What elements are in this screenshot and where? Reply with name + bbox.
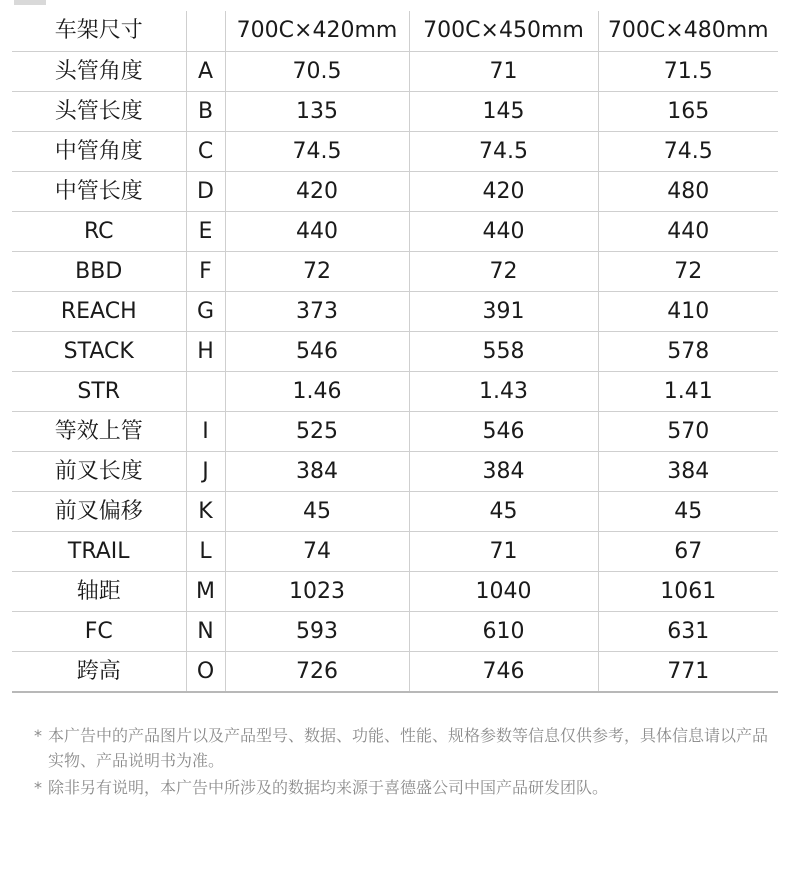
table-row <box>12 212 778 252</box>
parameter-name-cell: STR <box>12 372 186 412</box>
size-420-cell: 74.5 <box>225 132 409 172</box>
parameter-name-cell: RC <box>12 212 186 252</box>
size-480-cell: 165 <box>598 92 778 132</box>
size-480-cell: 570 <box>598 412 778 452</box>
size-450-cell: 145 <box>409 92 598 132</box>
size-450-cell: 71 <box>409 532 598 572</box>
parameter-name-cell: STACK <box>12 332 186 372</box>
parameter-name-cell: 前叉长度 <box>12 452 186 492</box>
size-480-cell: 384 <box>598 452 778 492</box>
size-450-cell: 700C×450mm <box>409 11 598 52</box>
dimension-letter-cell <box>186 11 225 52</box>
table-row <box>12 652 778 693</box>
size-420-cell: 45 <box>225 492 409 532</box>
parameter-name-cell: 跨高 <box>12 652 186 693</box>
size-450-cell: 384 <box>409 452 598 492</box>
size-450-cell: 1.43 <box>409 372 598 412</box>
table-row <box>12 52 778 92</box>
dimension-letter-cell: B <box>186 92 225 132</box>
table-row <box>12 452 778 492</box>
size-480-cell: 1061 <box>598 572 778 612</box>
disclaimer-note <box>34 775 774 800</box>
disclaimer-note <box>34 723 774 773</box>
size-480-cell: 45 <box>598 492 778 532</box>
dimension-letter-cell: O <box>186 652 225 693</box>
dimension-letter-cell: F <box>186 252 225 292</box>
table-row <box>12 532 778 572</box>
dimension-letter-cell: H <box>186 332 225 372</box>
table-row <box>12 332 778 372</box>
size-420-cell: 135 <box>225 92 409 132</box>
size-420-cell: 525 <box>225 412 409 452</box>
size-450-cell: 72 <box>409 252 598 292</box>
table-row <box>12 572 778 612</box>
table-row <box>12 412 778 452</box>
table-row <box>12 92 778 132</box>
dimension-letter-cell <box>186 372 225 412</box>
dimension-letter-cell: M <box>186 572 225 612</box>
dimension-letter-cell: K <box>186 492 225 532</box>
size-480-cell: 72 <box>598 252 778 292</box>
parameter-name-cell: 等效上管 <box>12 412 186 452</box>
parameter-name-cell: 中管长度 <box>12 172 186 212</box>
top-tab-decoration <box>14 0 46 5</box>
parameter-name-cell: 车架尺寸 <box>12 11 186 52</box>
size-480-cell: 771 <box>598 652 778 693</box>
size-420-cell: 373 <box>225 292 409 332</box>
size-450-cell: 45 <box>409 492 598 532</box>
size-450-cell: 546 <box>409 412 598 452</box>
dimension-letter-cell: G <box>186 292 225 332</box>
size-450-cell: 610 <box>409 612 598 652</box>
size-420-cell: 700C×420mm <box>225 11 409 52</box>
size-420-cell: 546 <box>225 332 409 372</box>
size-420-cell: 726 <box>225 652 409 693</box>
parameter-name-cell: FC <box>12 612 186 652</box>
dimension-letter-cell: L <box>186 532 225 572</box>
size-480-cell: 67 <box>598 532 778 572</box>
size-480-cell: 71.5 <box>598 52 778 92</box>
parameter-name-cell: 头管角度 <box>12 52 186 92</box>
size-420-cell: 384 <box>225 452 409 492</box>
dimension-letter-cell: J <box>186 452 225 492</box>
note-asterisk: * <box>34 726 42 745</box>
dimension-letter-cell: D <box>186 172 225 212</box>
size-420-cell: 72 <box>225 252 409 292</box>
size-480-cell: 578 <box>598 332 778 372</box>
geometry-table <box>12 11 778 693</box>
parameter-name-cell: REACH <box>12 292 186 332</box>
dimension-letter-cell: N <box>186 612 225 652</box>
size-450-cell: 746 <box>409 652 598 693</box>
size-480-cell: 1.41 <box>598 372 778 412</box>
table-row <box>12 492 778 532</box>
table-row <box>12 292 778 332</box>
dimension-letter-cell: C <box>186 132 225 172</box>
table-row <box>12 612 778 652</box>
size-450-cell: 391 <box>409 292 598 332</box>
size-480-cell: 440 <box>598 212 778 252</box>
parameter-name-cell: 前叉偏移 <box>12 492 186 532</box>
size-450-cell: 1040 <box>409 572 598 612</box>
size-450-cell: 420 <box>409 172 598 212</box>
table-row <box>12 132 778 172</box>
size-420-cell: 420 <box>225 172 409 212</box>
size-480-cell: 631 <box>598 612 778 652</box>
table-header-row <box>12 11 778 52</box>
dimension-letter-cell: E <box>186 212 225 252</box>
parameter-name-cell: TRAIL <box>12 532 186 572</box>
size-450-cell: 71 <box>409 52 598 92</box>
size-420-cell: 70.5 <box>225 52 409 92</box>
size-420-cell: 1023 <box>225 572 409 612</box>
note-asterisk: * <box>34 778 42 797</box>
size-450-cell: 558 <box>409 332 598 372</box>
size-480-cell: 410 <box>598 292 778 332</box>
parameter-name-cell: 轴距 <box>12 572 186 612</box>
parameter-name-cell: 中管角度 <box>12 132 186 172</box>
table-row <box>12 172 778 212</box>
dimension-letter-cell: I <box>186 412 225 452</box>
size-450-cell: 74.5 <box>409 132 598 172</box>
size-480-cell: 700C×480mm <box>598 11 778 52</box>
size-480-cell: 480 <box>598 172 778 212</box>
table-row <box>12 372 778 412</box>
size-420-cell: 74 <box>225 532 409 572</box>
dimension-letter-cell: A <box>186 52 225 92</box>
parameter-name-cell: BBD <box>12 252 186 292</box>
size-420-cell: 440 <box>225 212 409 252</box>
size-420-cell: 1.46 <box>225 372 409 412</box>
note-text: 除非另有说明，本广告中所涉及的数据均来源于喜德盛公司中国产品研发团队。 <box>48 778 609 797</box>
size-450-cell: 440 <box>409 212 598 252</box>
size-480-cell: 74.5 <box>598 132 778 172</box>
parameter-name-cell: 头管长度 <box>12 92 186 132</box>
table-row <box>12 252 778 292</box>
note-text: 本广告中的产品图片以及产品型号、数据、功能、性能、规格参数等信息仅供参考，具体信息请以产品实物、产品说明书为准。 <box>48 726 769 770</box>
disclaimer-notes <box>34 723 774 800</box>
size-420-cell: 593 <box>225 612 409 652</box>
